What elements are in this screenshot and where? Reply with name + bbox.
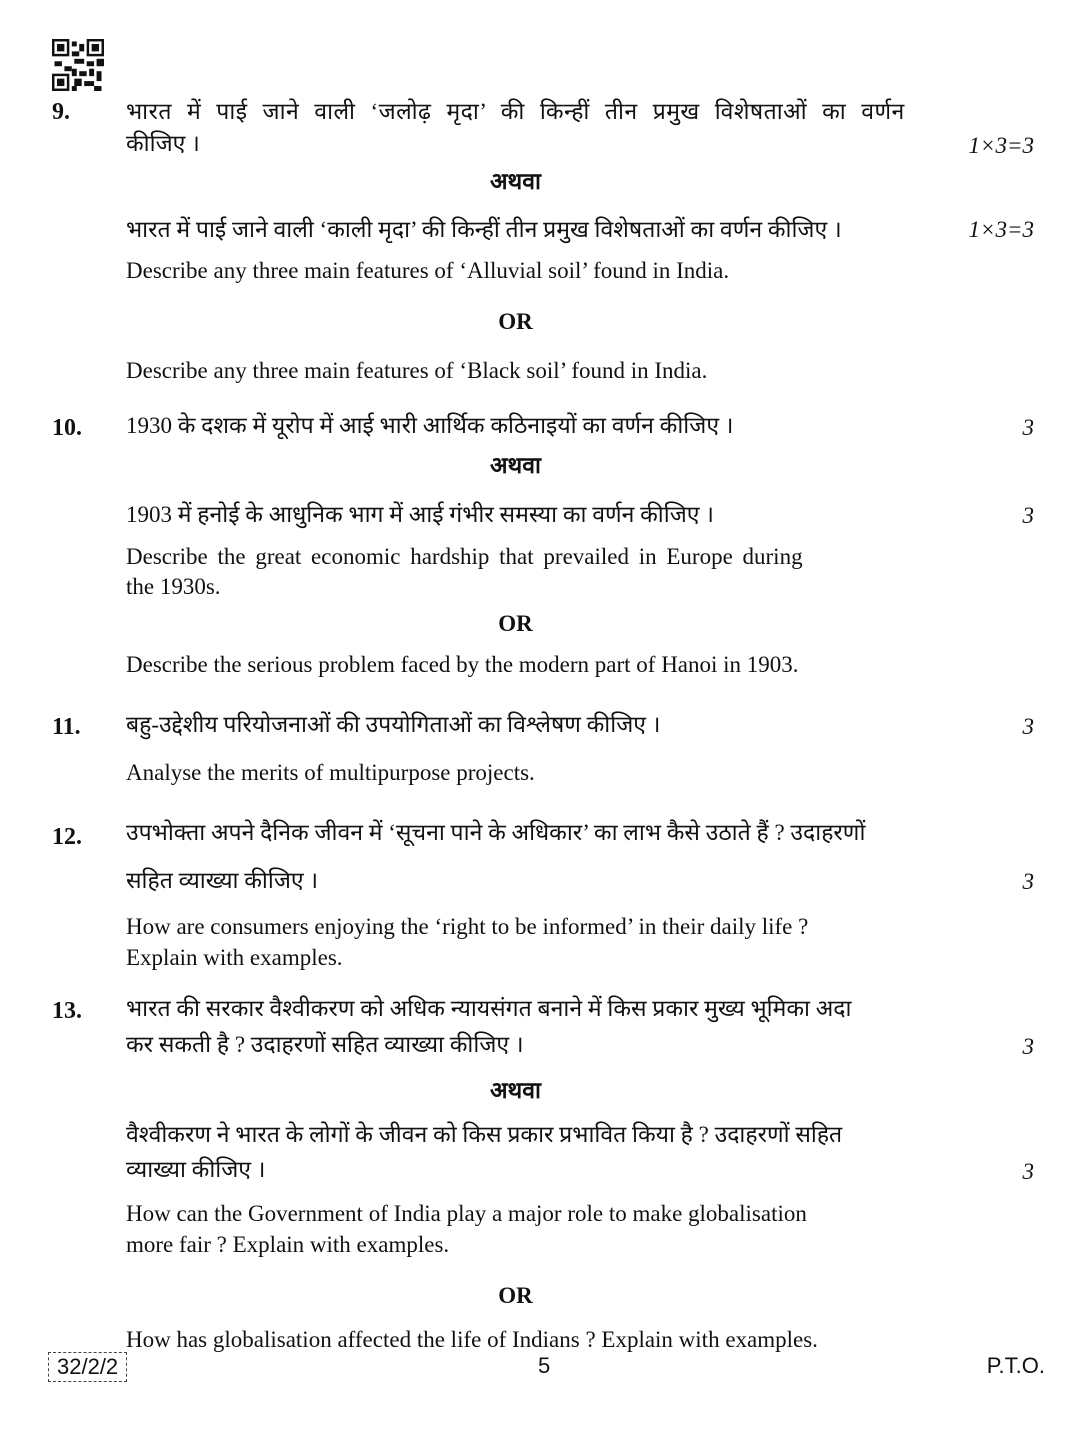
q13-hindi-alternative-line-2: व्याख्या कीजिए ।	[126, 1157, 266, 1182]
question-number-13: 13.	[52, 998, 82, 1024]
q9-english: Describe any three main features of ‘Alluvial soil’ found in India.	[126, 258, 730, 283]
pto-label: P.T.O.	[986, 1353, 1045, 1378]
q11-english: Analyse the merits of multipurpose projects.	[126, 760, 535, 785]
q10-english-line-1: Describe the great economic hardship that prevailed in Europe during	[126, 544, 803, 569]
q9-hindi-line-1: भारत में पाई जाने वाली ‘जलोढ़ मृदा’ की किन्हीं तीन प्रमुख विशेषताओं का वर्णन	[126, 99, 905, 124]
q10-or-english: OR	[498, 611, 533, 636]
q13-hindi-line-2: कर सकती है ? उदाहरणों सहित व्याख्या कीजिए ।	[126, 1032, 524, 1057]
q10-hindi: 1930 के दशक में यूरोप में आई भारी आर्थिक कठिनाइयों का वर्णन कीजिए ।	[126, 413, 734, 438]
paper-code: 32/2/2	[48, 1352, 127, 1382]
q9-marks-2: 1×3=3	[968, 217, 1034, 242]
q9-or-hindi: अथवा	[489, 169, 541, 194]
question-number-10: 10.	[52, 415, 82, 441]
q9-marks-1: 1×3=3	[968, 133, 1034, 158]
q10-marks-1: 3	[1022, 415, 1034, 440]
q13-english-line-1: How can the Government of India play a major role to make globalisation	[126, 1201, 807, 1226]
q9-or-english: OR	[498, 309, 533, 334]
q13-or-english: OR	[498, 1283, 533, 1308]
q13-english-line-2: more fair ? Explain with examples.	[126, 1232, 450, 1257]
q12-english-line-2: Explain with examples.	[126, 945, 343, 970]
q12-hindi-line-2: सहित व्याख्या कीजिए ।	[126, 868, 319, 893]
q13-english-alternative: How has globalisation affected the life of Indians ? Explain with examples.	[126, 1327, 818, 1352]
page-number: 5	[538, 1353, 551, 1378]
q9-hindi-alternative: भारत में पाई जाने वाली ‘काली मृदा’ की किन्हीं तीन प्रमुख विशेषताओं का वर्णन कीजिए ।	[126, 217, 842, 242]
q13-marks-2: 3	[1022, 1159, 1034, 1184]
q13-hindi-alternative-line-1: वैश्वीकरण ने भारत के लोगों के जीवन को किस प्रकार प्रभावित किया है ? उदाहरणों सहित	[126, 1122, 843, 1147]
question-number-11: 11.	[52, 714, 81, 740]
q13-marks-1: 3	[1022, 1034, 1034, 1059]
question-number-9: 9.	[52, 99, 70, 125]
q10-or-hindi: अथवा	[489, 453, 541, 478]
q13-hindi-line-1: भारत की सरकार वैश्वीकरण को अधिक न्यायसंगत बनाने में किस प्रकार मुख्य भूमिका अदा	[126, 996, 852, 1021]
q9-english-alternative: Describe any three main features of ‘Black soil’ found in India.	[126, 358, 708, 383]
q9-hindi-line-2: कीजिए ।	[126, 131, 200, 156]
q13-or-hindi: अथवा	[489, 1078, 541, 1103]
q11-marks: 3	[1022, 714, 1034, 739]
q10-marks-2: 3	[1022, 503, 1034, 528]
q10-english-alternative: Describe the serious problem faced by the modern part of Hanoi in 1903.	[126, 652, 799, 677]
q10-english-line-2: the 1930s.	[126, 574, 221, 599]
q11-hindi: बहु-उद्देशीय परियोजनाओं की उपयोगिताओं का विश्लेषण कीजिए ।	[126, 712, 661, 737]
qr-code-icon	[52, 39, 104, 91]
q12-hindi-line-1: उपभोक्ता अपने दैनिक जीवन में ‘सूचना पाने के अधिकार’ का लाभ कैसे उठाते हैं ? उदाहरणों	[126, 820, 866, 845]
q12-english-line-1: How are consumers enjoying the ‘right to be informed’ in their daily life ?	[126, 914, 809, 939]
question-number-12: 12.	[52, 824, 82, 850]
q12-marks: 3	[1022, 869, 1034, 894]
q10-hindi-alternative: 1903 में हनोई के आधुनिक भाग में आई गंभीर समस्या का वर्णन कीजिए ।	[126, 502, 714, 527]
